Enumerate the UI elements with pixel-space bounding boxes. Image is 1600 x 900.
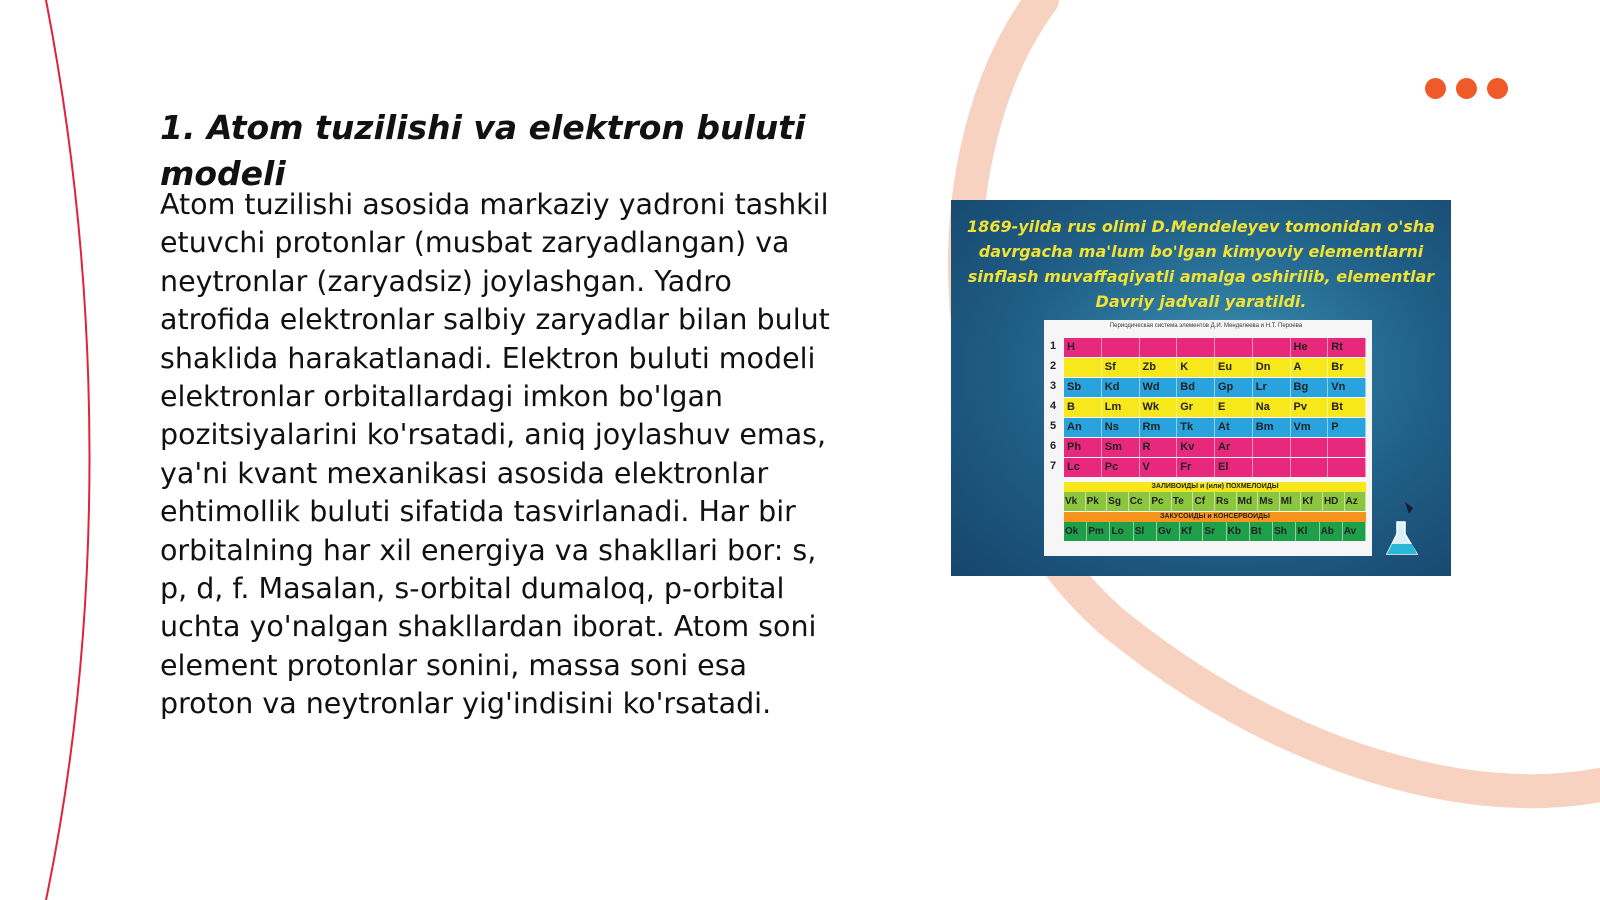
element-cell: A bbox=[1291, 358, 1329, 377]
element-cell: Kf bbox=[1180, 522, 1203, 541]
element-cell: Gv bbox=[1157, 522, 1180, 541]
period-number: 3 bbox=[1050, 380, 1057, 392]
dot bbox=[1425, 78, 1446, 99]
element-cell: Rt bbox=[1328, 338, 1366, 357]
element-cell: Eu bbox=[1215, 358, 1253, 377]
element-cell: Md bbox=[1237, 492, 1259, 511]
element-cell: Kb bbox=[1227, 522, 1250, 541]
element-cell: Av bbox=[1343, 522, 1366, 541]
element-cell: Cc bbox=[1129, 492, 1151, 511]
table-row bbox=[1064, 358, 1366, 377]
periodic-table bbox=[1044, 320, 1372, 556]
element-cell: Na bbox=[1253, 398, 1291, 417]
element-cell: At bbox=[1215, 418, 1253, 437]
element-cell: Sg bbox=[1107, 492, 1129, 511]
group-label: ЗАКУСОИДЫ и КОНСЕРВОИДЫ bbox=[1064, 512, 1366, 522]
element-cell bbox=[1102, 338, 1140, 357]
period-numbers bbox=[1050, 336, 1062, 476]
element-cell: Te bbox=[1172, 492, 1194, 511]
period-number: 7 bbox=[1050, 460, 1057, 472]
table-row bbox=[1064, 398, 1366, 417]
table-row bbox=[1064, 338, 1366, 357]
table-header: Периодическая система элементов Д.И. Менделеева и Н.Т. Пероева bbox=[1109, 323, 1303, 329]
element-cell: Bt bbox=[1250, 522, 1273, 541]
element-cell bbox=[1253, 458, 1291, 477]
element-cell bbox=[1177, 338, 1215, 357]
group-label: ЗАЛИВОИДЫ и (или) ПОХМЕЛОИДЫ bbox=[1064, 482, 1366, 492]
element-cell: Vk bbox=[1064, 492, 1086, 511]
image-caption: 1869-yilda rus olimi D.Mendeleyev tomonidan o'sha davrgacha ma'lum bo'lgan kimyoviy elementlarni sinflash muvaffaqiyatli amalga oshirilib, elementlar Davriy jadvali yaratildi. bbox=[967, 217, 1435, 311]
element-cell: Sb bbox=[1064, 378, 1102, 397]
element-cell: Kd bbox=[1102, 378, 1140, 397]
element-cell: Gp bbox=[1215, 378, 1253, 397]
element-cell: Pc bbox=[1102, 458, 1140, 477]
table-row bbox=[1064, 418, 1366, 437]
element-cell: Bd bbox=[1177, 378, 1215, 397]
element-cell: Ar bbox=[1215, 438, 1253, 457]
element-cell: Sh bbox=[1273, 522, 1296, 541]
element-cell: Dn bbox=[1253, 358, 1291, 377]
element-cell: Sl bbox=[1134, 522, 1157, 541]
element-cell: Tk bbox=[1177, 418, 1215, 437]
element-cell: V bbox=[1140, 458, 1178, 477]
element-cell bbox=[1291, 458, 1329, 477]
element-cell: Cf bbox=[1193, 492, 1215, 511]
element-cell: Vm bbox=[1291, 418, 1329, 437]
period-number: 4 bbox=[1050, 400, 1057, 412]
period-number: 2 bbox=[1050, 360, 1057, 372]
element-cell: Ml bbox=[1280, 492, 1302, 511]
element-cell: Sf bbox=[1102, 358, 1140, 377]
element-cell bbox=[1328, 458, 1366, 477]
element-cell: Bm bbox=[1253, 418, 1291, 437]
slide-title: 1. Atom tuzilishi va elektron buluti modeli bbox=[160, 108, 806, 193]
period-number: 6 bbox=[1050, 440, 1057, 452]
element-cell: Pk bbox=[1086, 492, 1108, 511]
element-cell: Kl bbox=[1296, 522, 1319, 541]
element-cell: Sm bbox=[1102, 438, 1140, 457]
element-cell: Vn bbox=[1328, 378, 1366, 397]
group-row bbox=[1064, 492, 1366, 511]
element-cell: An bbox=[1064, 418, 1102, 437]
table-row bbox=[1064, 378, 1366, 397]
element-cell bbox=[1253, 338, 1291, 357]
table-row bbox=[1064, 438, 1366, 457]
element-cell: Pc bbox=[1150, 492, 1172, 511]
element-cell: El bbox=[1215, 458, 1253, 477]
element-cell: K bbox=[1177, 358, 1215, 377]
element-cell bbox=[1253, 438, 1291, 457]
element-cell: R bbox=[1140, 438, 1178, 457]
element-cell: Rm bbox=[1140, 418, 1178, 437]
element-cell: E bbox=[1215, 398, 1253, 417]
element-cell: Lr bbox=[1253, 378, 1291, 397]
element-cell bbox=[1215, 338, 1253, 357]
table-row bbox=[1064, 458, 1366, 477]
period-number: 1 bbox=[1050, 340, 1057, 352]
element-cell: Gr bbox=[1177, 398, 1215, 417]
flask-icon bbox=[1383, 500, 1423, 560]
element-cell: Wd bbox=[1140, 378, 1178, 397]
element-cell bbox=[1140, 338, 1178, 357]
group-row bbox=[1064, 522, 1366, 541]
periodic-table-image bbox=[951, 200, 1451, 576]
element-cell: P bbox=[1328, 418, 1366, 437]
menu-dots-icon bbox=[1425, 78, 1508, 99]
element-cell: Ms bbox=[1258, 492, 1280, 511]
element-cell bbox=[1064, 358, 1102, 377]
element-cell: Pv bbox=[1291, 398, 1329, 417]
element-cell: H bbox=[1064, 338, 1102, 357]
element-cell: Kf bbox=[1301, 492, 1323, 511]
element-cell: Lc bbox=[1064, 458, 1102, 477]
element-cell: Wk bbox=[1140, 398, 1178, 417]
element-cell: Rs bbox=[1215, 492, 1237, 511]
element-cell: Ab bbox=[1320, 522, 1343, 541]
element-cell: He bbox=[1291, 338, 1329, 357]
element-cell: HD bbox=[1323, 492, 1345, 511]
element-cell: Br bbox=[1328, 358, 1366, 377]
element-cell: Bt bbox=[1328, 398, 1366, 417]
slide-body-text: Atom tuzilishi asosida markaziy yadroni tashkil etuvchi protonlar (musbat zaryadlangan) va neytronlar (zaryadsiz) joylashgan. Yadro atrofida elektronlar salbiy zaryadlar bilan bulut shaklida harakatlanadi. Elektron buluti modeli elektronlar orbitallardagi imkon bo'lgan pozitsiyalarini ko'rsatadi, aniq joylashuv emas, ya'ni kvant mexanikasi asosida elektronlar ehtimollik buluti sifatida tasvirlanadi. Har bir orbitalning har xil energiya va shakllari bor: s, p, d, f. Masalan, s-orbital dumaloq, p-orbital uchta yo'nalgan shakllardan iborat. Atom soni element protonlar sonini, massa soni esa proton va neytronlar yig'indisini ko'rsatadi. bbox=[160, 188, 830, 721]
element-cell: Sr bbox=[1203, 522, 1226, 541]
element-cell: Ok bbox=[1064, 522, 1087, 541]
element-cell: Ns bbox=[1102, 418, 1140, 437]
dot bbox=[1487, 78, 1508, 99]
decorative-red-curve bbox=[46, 0, 90, 900]
element-cell bbox=[1328, 438, 1366, 457]
element-cell: Zb bbox=[1140, 358, 1178, 377]
element-cell: Kv bbox=[1177, 438, 1215, 457]
dot bbox=[1456, 78, 1477, 99]
period-number: 5 bbox=[1050, 420, 1057, 432]
element-cell: Ph bbox=[1064, 438, 1102, 457]
element-cell: Az bbox=[1345, 492, 1367, 511]
element-cell: Lm bbox=[1102, 398, 1140, 417]
element-cell: B bbox=[1064, 398, 1102, 417]
element-cell: Fr bbox=[1177, 458, 1215, 477]
element-cell: Lo bbox=[1110, 522, 1133, 541]
element-cell: Pm bbox=[1087, 522, 1110, 541]
element-cell: Bg bbox=[1291, 378, 1329, 397]
element-cell bbox=[1291, 438, 1329, 457]
